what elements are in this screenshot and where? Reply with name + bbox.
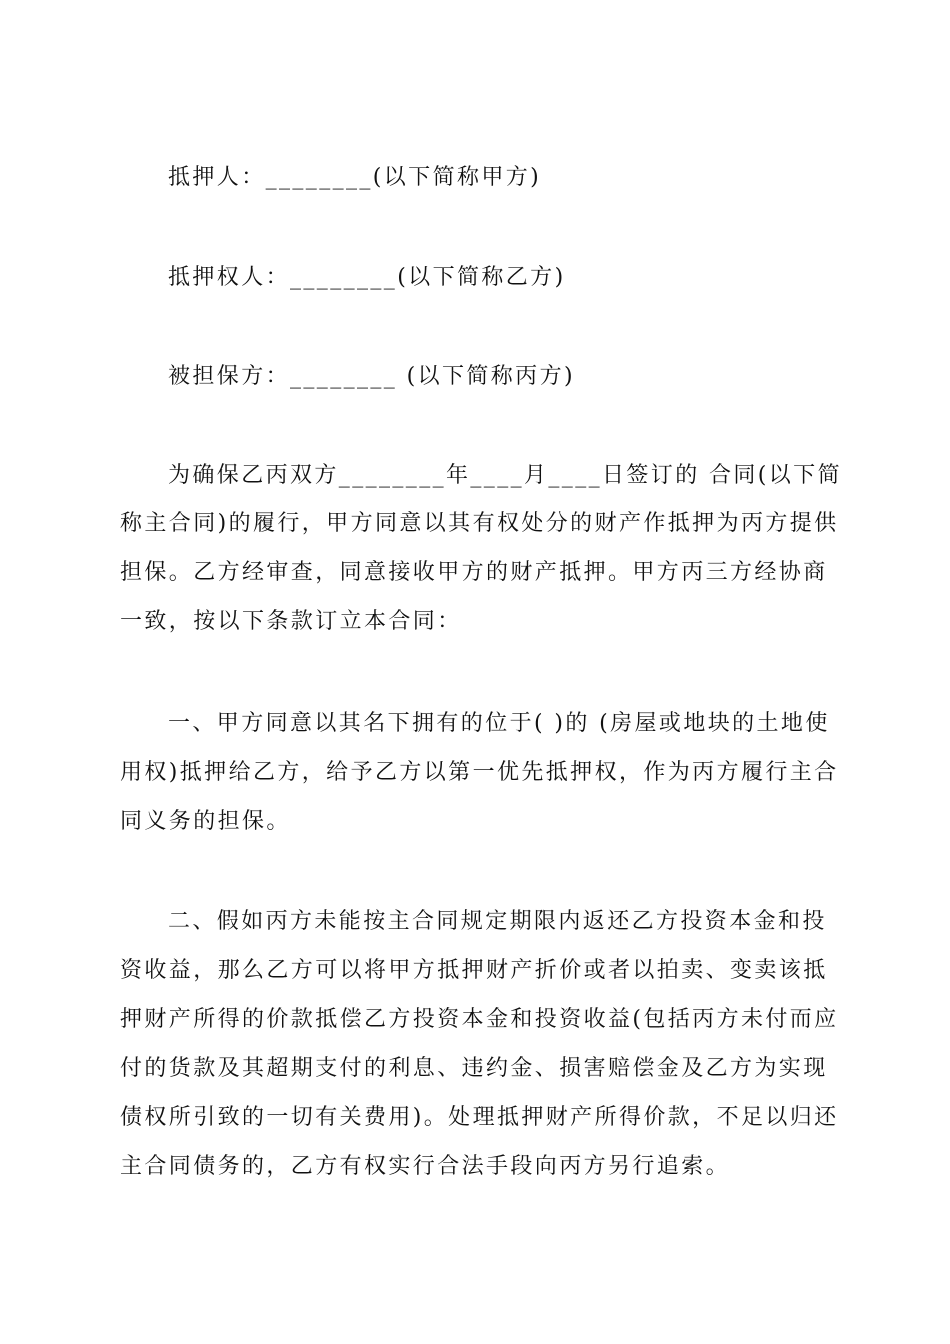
clause-1-line: 一、甲方同意以其名下拥有的位于( )的 (房屋或地块的土地使	[168, 711, 830, 736]
preamble-line: 一致，按以下条款订立本合同：	[120, 609, 462, 634]
mortgagor-line: 抵押人：________(以下简称甲方)	[168, 165, 542, 190]
preamble-line: 担保。乙方经审查，同意接收甲方的财产抵押。甲方丙三方经协商	[120, 560, 828, 585]
clause-2-line: 主合同债务的，乙方有权实行合法手段向丙方另行追索。	[120, 1154, 731, 1179]
clause-2-line: 二、假如丙方未能按主合同规定期限内返还乙方投资本金和投	[168, 909, 827, 934]
guaranteed-party-line: 被担保方：________ (以下简称丙方)	[168, 364, 575, 389]
mortgagee-line: 抵押权人：________(以下简称乙方)	[168, 265, 566, 290]
clause-2-line: 债权所引致的一切有关费用)。处理抵押财产所得价款，不足以归还	[120, 1105, 839, 1130]
clause-2-line: 押财产所得的价款抵偿乙方投资本金和投资收益(包括丙方未付而应	[120, 1007, 839, 1032]
preamble-line: 称主合同)的履行，甲方同意以其有权处分的财产作抵押为丙方提供	[120, 511, 839, 536]
clause-2-line: 付的货款及其超期支付的利息、违约金、损害赔偿金及乙方为实现	[120, 1056, 828, 1081]
preamble-line: 为确保乙丙双方________年____月____日签订的 合同(以下简	[168, 463, 842, 488]
clause-1-line: 同义务的担保。	[120, 809, 291, 834]
clause-1-line: 用权)抵押给乙方，给予乙方以第一优先抵押权，作为丙方履行主合	[120, 760, 839, 785]
clause-2-line: 资收益，那么乙方可以将甲方抵押财产折价或者以拍卖、变卖该抵	[120, 958, 828, 983]
